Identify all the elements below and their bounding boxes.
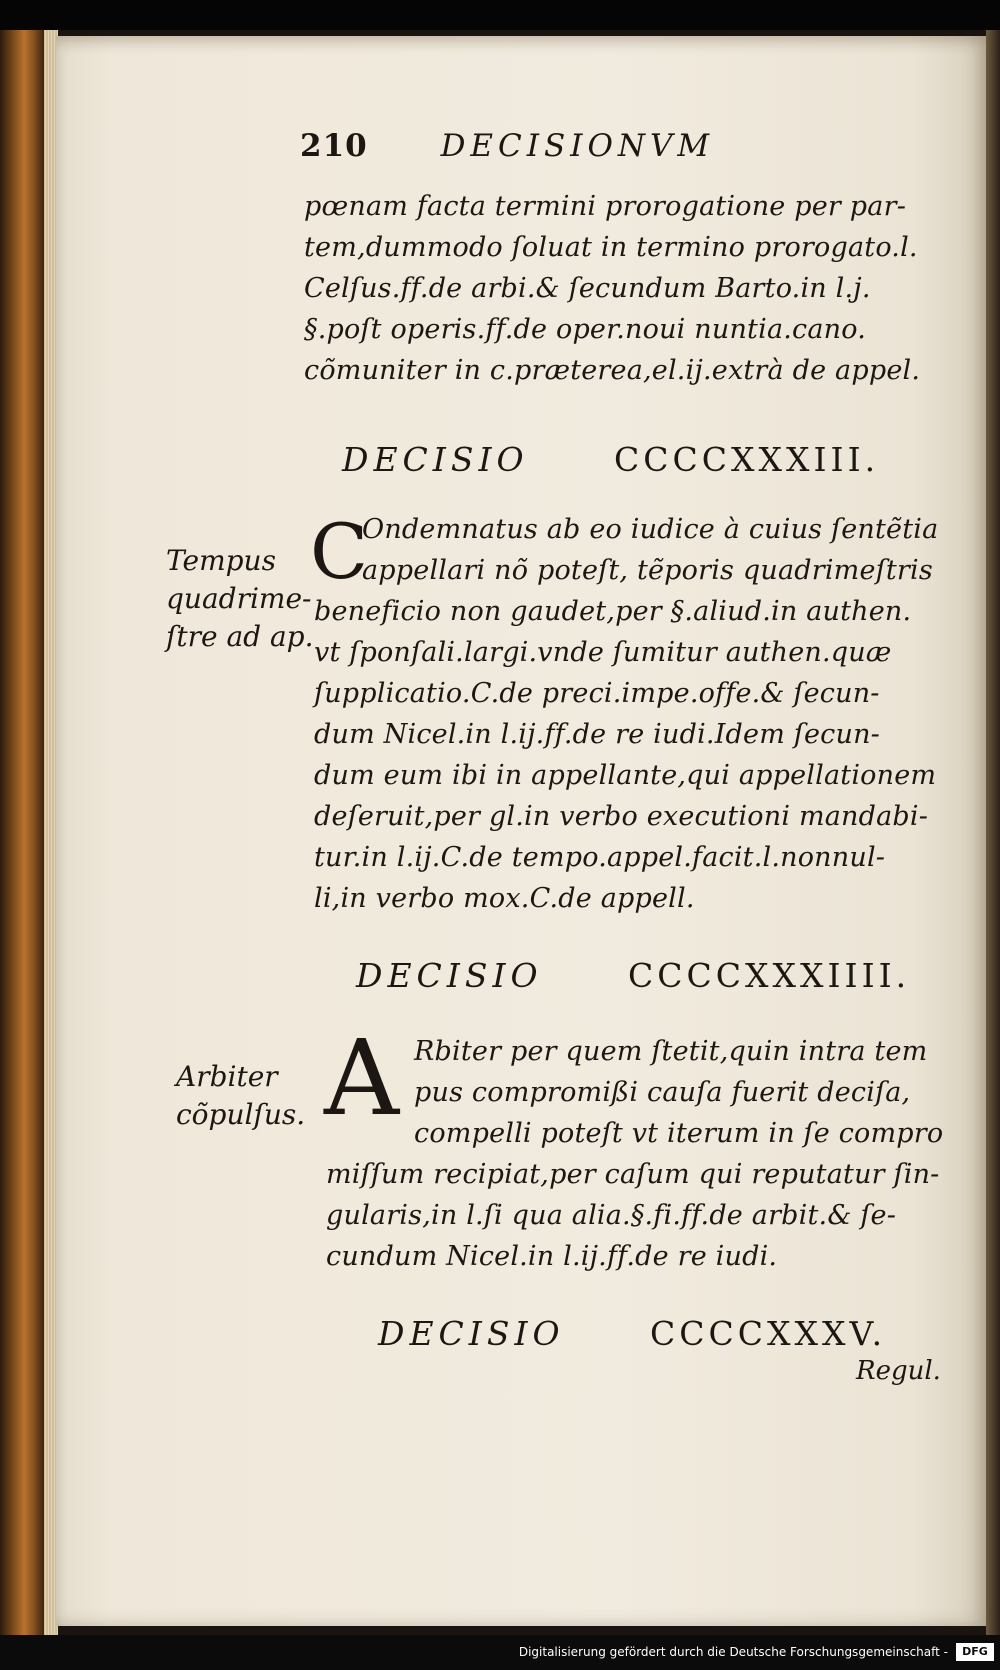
catchword: Regul. (856, 1356, 941, 1386)
text-line: pœnam facta termini prorogatione per par- (304, 191, 907, 222)
text-line: deſeruit,per gl.in verbo executioni mandabi- (314, 801, 929, 832)
margin-note-line: ſtre ad ap. (166, 620, 314, 653)
text-line: dum eum ibi in appellante,qui appellationem (314, 760, 937, 791)
margin-note-line: cõpulſus. (176, 1098, 306, 1131)
text-line: beneficio non gaudet,per §.aliud.in authen. (314, 596, 912, 627)
margin-note-line: Arbiter (176, 1060, 278, 1093)
decision-heading-word: DECISIO (356, 956, 543, 995)
book-spine (0, 30, 44, 1635)
text-line: vt ſponſali.largi.vnde ſumitur authen.quæ (314, 637, 892, 668)
decision-heading (356, 956, 910, 995)
text-line: pus compromißi cauſa fuerit deciſa, (414, 1077, 911, 1108)
decision-heading-number: CCCCXXXIII. (614, 440, 880, 479)
running-head (300, 128, 714, 164)
decision-heading-number: CCCCXXXV. (650, 1314, 887, 1353)
text-line: cõmuniter in c.præterea,el.ij.extrà de appel. (304, 355, 921, 386)
text-line: miſſum recipiat,per caſum qui reputatur ſin- (326, 1159, 940, 1190)
book-scan (0, 30, 1000, 1635)
text-line: gularis,in l.ſi qua alia.§.fi.ff.de arbit.& ſe- (326, 1200, 897, 1231)
margin-note (176, 1058, 305, 1134)
page-number: 210 (300, 128, 368, 164)
text-line: li,in verbo mox.C.de appell. (314, 883, 695, 914)
text-line: compelli poteſt vt iterum in ſe compro (414, 1118, 944, 1149)
decision-heading (378, 1314, 886, 1353)
page-right-edge (986, 30, 1000, 1635)
text-line: dum Nicel.in l.ij.ff.de re iudi.Idem ſecun- (314, 719, 881, 750)
margin-note-line: quadrime- (166, 582, 312, 615)
margin-note-line: Tempus (166, 544, 276, 577)
text-line: Ondemnatus ab eo iudice à cuius ſentẽtia (362, 514, 939, 545)
text-line: ſupplicatio.C.de preci.impe.offe.& ſecun- (314, 678, 880, 709)
text-line: §.poſt operis.ff.de oper.noui nuntia.cano. (304, 314, 866, 345)
dfg-logo: DFG (956, 1643, 994, 1661)
decision-heading (342, 440, 879, 479)
text-line: tem,dummodo ſoluat in termino prorogato.l. (304, 232, 918, 263)
text-line: appellari nõ poteſt, tẽporis quadrimeſtris (362, 555, 933, 586)
scan-top-border (0, 0, 1000, 30)
text-line: cundum Nicel.in l.ij.ff.de re iudi. (326, 1241, 778, 1272)
decorated-initial: A (324, 1017, 400, 1139)
book-page (56, 36, 986, 1626)
running-title: DECISIONVM (440, 128, 715, 164)
decision-heading-word: DECISIO (342, 440, 529, 479)
margin-note (166, 542, 314, 656)
text-line: tur.in l.ij.C.de tempo.appel.facit.l.nonnul- (314, 842, 886, 873)
text-line: Celſus.ff.de arbi.& ſecundum Barto.in l.j. (304, 273, 871, 304)
footer-credit: Digitalisierung gefördert durch die Deutsche Forschungsgemeinschaft - (518, 1645, 948, 1659)
decision-heading-number: CCCCXXXIIII. (628, 956, 911, 995)
decorated-initial: C (310, 507, 369, 596)
text-line: Rbiter per quem ſtetit,quin intra tem (414, 1036, 928, 1067)
digitization-footer (0, 1635, 1000, 1670)
decision-heading-word: DECISIO (378, 1314, 565, 1353)
